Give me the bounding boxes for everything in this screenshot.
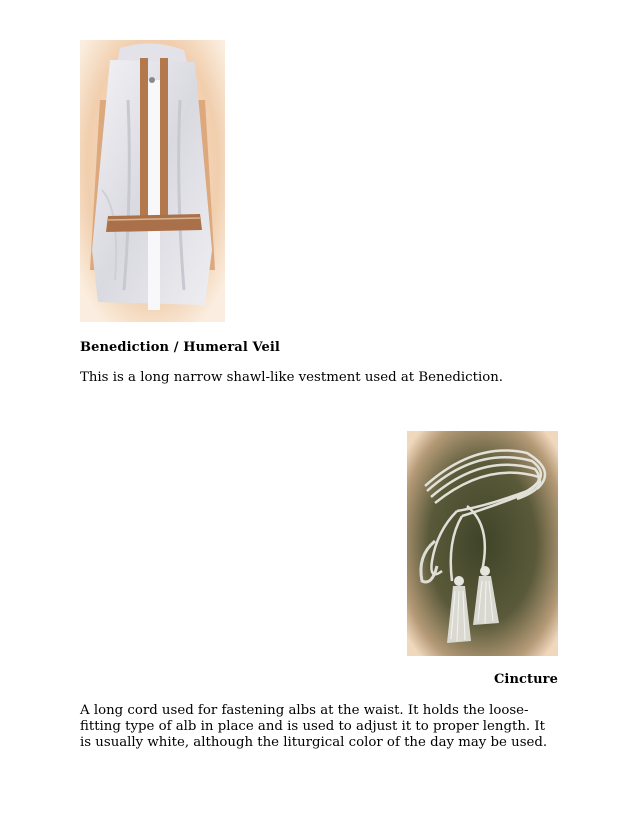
- cincture-description-line: A long cord used for fastening albs at the waist. It holds the loose-: [80, 703, 529, 718]
- cincture-title: Cincture: [493, 672, 558, 687]
- humeral-veil-photo: [80, 40, 225, 322]
- cincture-photo: [407, 431, 558, 656]
- cincture-description-line: is usually white, although the liturgical color of the day may be used.: [80, 735, 548, 750]
- cincture-description-line: fitting type of alb in place and is used to adjust it to proper length. It: [80, 719, 545, 734]
- cincture-description: [80, 703, 560, 751]
- cincture-illustration: [407, 431, 558, 656]
- humeral-veil-description: This is a long narrow shawl-like vestment used at Benediction.: [80, 370, 504, 385]
- humeral-veil-illustration: [80, 40, 225, 322]
- humeral-veil-title: Benediction / Humeral Veil: [80, 340, 280, 355]
